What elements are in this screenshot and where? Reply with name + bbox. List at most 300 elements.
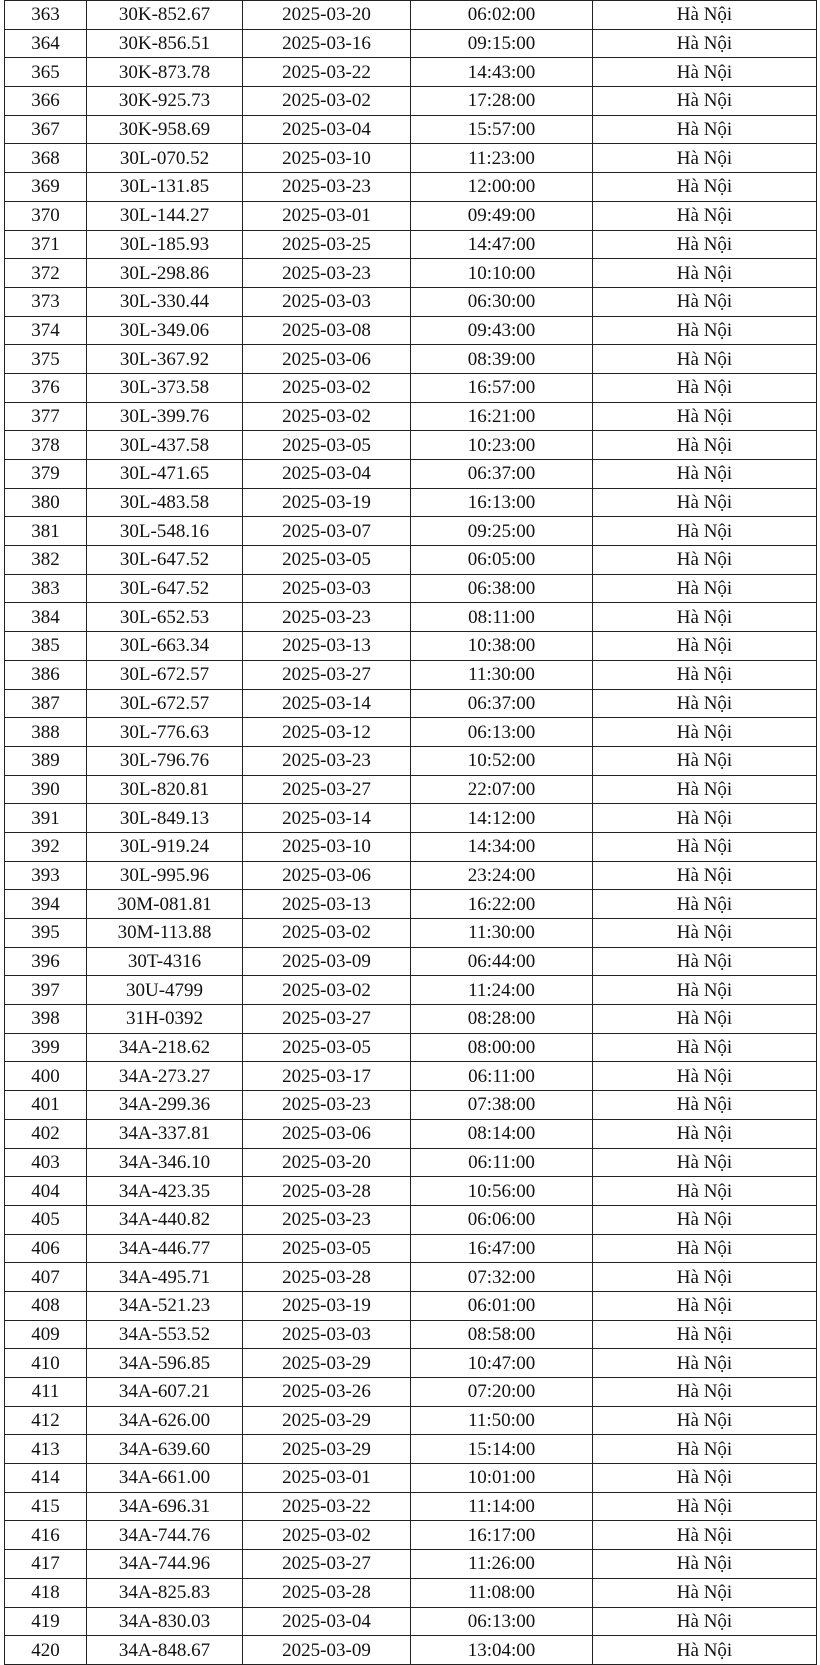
- location-cell: Hà Nội: [593, 460, 817, 489]
- location-cell: Hà Nội: [593, 890, 817, 919]
- date-cell: 2025-03-12: [243, 718, 411, 747]
- date-cell: 2025-03-28: [243, 1263, 411, 1292]
- time-cell: 15:14:00: [411, 1435, 593, 1464]
- location-cell: Hà Nội: [593, 1177, 817, 1206]
- plate-cell: 30K-852.67: [87, 1, 243, 30]
- row-number-cell: 400: [5, 1062, 87, 1091]
- date-cell: 2025-03-14: [243, 804, 411, 833]
- date-cell: 2025-03-02: [243, 976, 411, 1005]
- date-cell: 2025-03-07: [243, 517, 411, 546]
- row-number-cell: 409: [5, 1320, 87, 1349]
- plate-cell: 34A-830.03: [87, 1607, 243, 1636]
- plate-cell: 34A-273.27: [87, 1062, 243, 1091]
- row-number-cell: 398: [5, 1005, 87, 1034]
- row-number-cell: 390: [5, 775, 87, 804]
- row-number-cell: 413: [5, 1435, 87, 1464]
- plate-cell: 30L-131.85: [87, 173, 243, 202]
- plate-cell: 34A-744.76: [87, 1521, 243, 1550]
- plate-cell: 30L-820.81: [87, 775, 243, 804]
- date-cell: 2025-03-02: [243, 919, 411, 948]
- time-cell: 06:37:00: [411, 460, 593, 489]
- plate-cell: 30L-647.52: [87, 546, 243, 575]
- row-number-cell: 412: [5, 1406, 87, 1435]
- row-number-cell: 416: [5, 1521, 87, 1550]
- plate-cell: 30L-647.52: [87, 574, 243, 603]
- row-number-cell: 418: [5, 1578, 87, 1607]
- date-cell: 2025-03-05: [243, 546, 411, 575]
- row-number-cell: 403: [5, 1148, 87, 1177]
- plate-cell: 31H-0392: [87, 1005, 243, 1034]
- location-cell: Hà Nội: [593, 1263, 817, 1292]
- date-cell: 2025-03-17: [243, 1062, 411, 1091]
- plate-cell: 30L-070.52: [87, 144, 243, 173]
- row-number-cell: 384: [5, 603, 87, 632]
- table-row: [5, 1205, 817, 1234]
- plate-cell: 30K-873.78: [87, 58, 243, 87]
- time-cell: 06:11:00: [411, 1062, 593, 1091]
- location-cell: Hà Nội: [593, 115, 817, 144]
- plate-cell: 34A-825.83: [87, 1578, 243, 1607]
- time-cell: 14:47:00: [411, 230, 593, 259]
- table-row: [5, 1291, 817, 1320]
- date-cell: 2025-03-04: [243, 460, 411, 489]
- location-cell: Hà Nội: [593, 173, 817, 202]
- row-number-cell: 364: [5, 29, 87, 58]
- row-number-cell: 371: [5, 230, 87, 259]
- time-cell: 15:57:00: [411, 115, 593, 144]
- location-cell: Hà Nội: [593, 517, 817, 546]
- row-number-cell: 391: [5, 804, 87, 833]
- row-number-cell: 404: [5, 1177, 87, 1206]
- location-cell: Hà Nội: [593, 1033, 817, 1062]
- date-cell: 2025-03-13: [243, 632, 411, 661]
- time-cell: 11:30:00: [411, 919, 593, 948]
- time-cell: 11:30:00: [411, 660, 593, 689]
- plate-cell: 30L-185.93: [87, 230, 243, 259]
- plate-cell: 30L-437.58: [87, 431, 243, 460]
- table-row: [5, 373, 817, 402]
- plate-cell: 34A-696.31: [87, 1492, 243, 1521]
- plate-cell: 30K-925.73: [87, 87, 243, 116]
- date-cell: 2025-03-23: [243, 746, 411, 775]
- row-number-cell: 374: [5, 316, 87, 345]
- location-cell: Hà Nội: [593, 259, 817, 288]
- row-number-cell: 417: [5, 1550, 87, 1579]
- date-cell: 2025-03-06: [243, 861, 411, 890]
- row-number-cell: 406: [5, 1234, 87, 1263]
- location-cell: Hà Nội: [593, 832, 817, 861]
- plate-cell: 34A-423.35: [87, 1177, 243, 1206]
- date-cell: 2025-03-19: [243, 1291, 411, 1320]
- row-number-cell: 369: [5, 173, 87, 202]
- table-row: [5, 1378, 817, 1407]
- time-cell: 10:10:00: [411, 259, 593, 288]
- date-cell: 2025-03-23: [243, 1205, 411, 1234]
- date-cell: 2025-03-02: [243, 1521, 411, 1550]
- table-row: [5, 1607, 817, 1636]
- table-row: [5, 1148, 817, 1177]
- location-cell: Hà Nội: [593, 1291, 817, 1320]
- time-cell: 06:44:00: [411, 947, 593, 976]
- location-cell: Hà Nội: [593, 632, 817, 661]
- table-row: [5, 1492, 817, 1521]
- time-cell: 11:26:00: [411, 1550, 593, 1579]
- date-cell: 2025-03-22: [243, 1492, 411, 1521]
- date-cell: 2025-03-27: [243, 1550, 411, 1579]
- table-row: [5, 58, 817, 87]
- location-cell: Hà Nội: [593, 1406, 817, 1435]
- plate-cell: 30L-796.76: [87, 746, 243, 775]
- date-cell: 2025-03-23: [243, 603, 411, 632]
- table-row: [5, 1234, 817, 1263]
- location-cell: Hà Nội: [593, 861, 817, 890]
- location-cell: Hà Nội: [593, 1578, 817, 1607]
- time-cell: 09:49:00: [411, 201, 593, 230]
- time-cell: 17:28:00: [411, 87, 593, 116]
- date-cell: 2025-03-22: [243, 58, 411, 87]
- time-cell: 11:23:00: [411, 144, 593, 173]
- plate-cell: 34A-446.77: [87, 1234, 243, 1263]
- row-number-cell: 395: [5, 919, 87, 948]
- table-row: [5, 1636, 817, 1665]
- location-cell: Hà Nội: [593, 1492, 817, 1521]
- table-row: [5, 144, 817, 173]
- date-cell: 2025-03-02: [243, 87, 411, 116]
- table-row: [5, 832, 817, 861]
- table-row: [5, 1349, 817, 1378]
- plate-cell: 34A-299.36: [87, 1091, 243, 1120]
- table-row: [5, 1033, 817, 1062]
- row-number-cell: 376: [5, 373, 87, 402]
- date-cell: 2025-03-29: [243, 1406, 411, 1435]
- table-row: [5, 201, 817, 230]
- location-cell: Hà Nội: [593, 1091, 817, 1120]
- time-cell: 06:11:00: [411, 1148, 593, 1177]
- time-cell: 10:23:00: [411, 431, 593, 460]
- row-number-cell: 410: [5, 1349, 87, 1378]
- location-cell: Hà Nội: [593, 1005, 817, 1034]
- date-cell: 2025-03-14: [243, 689, 411, 718]
- location-cell: Hà Nội: [593, 947, 817, 976]
- table-row: [5, 87, 817, 116]
- location-cell: Hà Nội: [593, 230, 817, 259]
- time-cell: 14:12:00: [411, 804, 593, 833]
- location-cell: Hà Nội: [593, 919, 817, 948]
- plate-cell: 30M-113.88: [87, 919, 243, 948]
- time-cell: 11:24:00: [411, 976, 593, 1005]
- row-number-cell: 380: [5, 488, 87, 517]
- table-row: [5, 316, 817, 345]
- row-number-cell: 407: [5, 1263, 87, 1292]
- table-row: [5, 517, 817, 546]
- date-cell: 2025-03-01: [243, 201, 411, 230]
- table-row: [5, 431, 817, 460]
- time-cell: 23:24:00: [411, 861, 593, 890]
- plate-cell: 30L-919.24: [87, 832, 243, 861]
- row-number-cell: 414: [5, 1464, 87, 1493]
- table-row: [5, 1263, 817, 1292]
- location-cell: Hà Nội: [593, 1521, 817, 1550]
- time-cell: 10:56:00: [411, 1177, 593, 1206]
- time-cell: 13:04:00: [411, 1636, 593, 1665]
- table-row: [5, 1578, 817, 1607]
- table-row: [5, 1464, 817, 1493]
- date-cell: 2025-03-05: [243, 1234, 411, 1263]
- location-cell: Hà Nội: [593, 1320, 817, 1349]
- plate-cell: 30T-4316: [87, 947, 243, 976]
- date-cell: 2025-03-05: [243, 431, 411, 460]
- plate-cell: 30L-330.44: [87, 287, 243, 316]
- date-cell: 2025-03-25: [243, 230, 411, 259]
- plate-cell: 34A-495.71: [87, 1263, 243, 1292]
- location-cell: Hà Nội: [593, 1550, 817, 1579]
- row-number-cell: 370: [5, 201, 87, 230]
- time-cell: 08:00:00: [411, 1033, 593, 1062]
- date-cell: 2025-03-09: [243, 947, 411, 976]
- date-cell: 2025-03-28: [243, 1578, 411, 1607]
- location-cell: Hà Nội: [593, 1148, 817, 1177]
- time-cell: 07:20:00: [411, 1378, 593, 1407]
- date-cell: 2025-03-02: [243, 402, 411, 431]
- time-cell: 08:28:00: [411, 1005, 593, 1034]
- location-cell: Hà Nội: [593, 775, 817, 804]
- time-cell: 06:38:00: [411, 574, 593, 603]
- location-cell: Hà Nội: [593, 718, 817, 747]
- plate-cell: 30L-995.96: [87, 861, 243, 890]
- plate-cell: 30L-776.63: [87, 718, 243, 747]
- date-cell: 2025-03-06: [243, 345, 411, 374]
- date-cell: 2025-03-23: [243, 259, 411, 288]
- table-row: [5, 947, 817, 976]
- row-number-cell: 393: [5, 861, 87, 890]
- table-row: [5, 1177, 817, 1206]
- date-cell: 2025-03-29: [243, 1435, 411, 1464]
- plate-cell: 30L-349.06: [87, 316, 243, 345]
- plate-cell: 30K-856.51: [87, 29, 243, 58]
- date-cell: 2025-03-04: [243, 1607, 411, 1636]
- table-row: [5, 976, 817, 1005]
- row-number-cell: 385: [5, 632, 87, 661]
- date-cell: 2025-03-29: [243, 1349, 411, 1378]
- plate-cell: 30L-672.57: [87, 660, 243, 689]
- location-cell: Hà Nội: [593, 402, 817, 431]
- date-cell: 2025-03-26: [243, 1378, 411, 1407]
- time-cell: 06:13:00: [411, 718, 593, 747]
- plate-cell: 30L-367.92: [87, 345, 243, 374]
- row-number-cell: 363: [5, 1, 87, 30]
- location-cell: Hà Nội: [593, 1435, 817, 1464]
- table-row: [5, 861, 817, 890]
- location-cell: Hà Nội: [593, 373, 817, 402]
- table-row: [5, 488, 817, 517]
- table-row: [5, 173, 817, 202]
- date-cell: 2025-03-06: [243, 1119, 411, 1148]
- date-cell: 2025-03-27: [243, 1005, 411, 1034]
- row-number-cell: 408: [5, 1291, 87, 1320]
- plate-cell: 30K-958.69: [87, 115, 243, 144]
- table-row: [5, 890, 817, 919]
- time-cell: 16:22:00: [411, 890, 593, 919]
- date-cell: 2025-03-16: [243, 29, 411, 58]
- plate-cell: 34A-218.62: [87, 1033, 243, 1062]
- plate-cell: 30U-4799: [87, 976, 243, 1005]
- table-row: [5, 1, 817, 30]
- row-number-cell: 411: [5, 1378, 87, 1407]
- table-row: [5, 919, 817, 948]
- plate-cell: 30L-399.76: [87, 402, 243, 431]
- location-cell: Hà Nội: [593, 1636, 817, 1665]
- table-row: [5, 460, 817, 489]
- plate-cell: 30L-548.16: [87, 517, 243, 546]
- location-cell: Hà Nội: [593, 488, 817, 517]
- time-cell: 07:38:00: [411, 1091, 593, 1120]
- row-number-cell: 420: [5, 1636, 87, 1665]
- plate-cell: 34A-607.21: [87, 1378, 243, 1407]
- table-row: [5, 1005, 817, 1034]
- plate-cell: 30L-298.86: [87, 259, 243, 288]
- date-cell: 2025-03-27: [243, 775, 411, 804]
- plate-cell: 34A-848.67: [87, 1636, 243, 1665]
- table-row: [5, 402, 817, 431]
- time-cell: 09:15:00: [411, 29, 593, 58]
- location-cell: Hà Nội: [593, 1378, 817, 1407]
- date-cell: 2025-03-09: [243, 1636, 411, 1665]
- location-cell: Hà Nội: [593, 287, 817, 316]
- time-cell: 06:01:00: [411, 1291, 593, 1320]
- location-cell: Hà Nội: [593, 1205, 817, 1234]
- time-cell: 08:39:00: [411, 345, 593, 374]
- row-number-cell: 397: [5, 976, 87, 1005]
- row-number-cell: 377: [5, 402, 87, 431]
- location-cell: Hà Nội: [593, 574, 817, 603]
- row-number-cell: 402: [5, 1119, 87, 1148]
- row-number-cell: 415: [5, 1492, 87, 1521]
- table-row: [5, 660, 817, 689]
- plate-cell: 30L-144.27: [87, 201, 243, 230]
- date-cell: 2025-03-02: [243, 373, 411, 402]
- date-cell: 2025-03-03: [243, 287, 411, 316]
- location-cell: Hà Nội: [593, 345, 817, 374]
- plate-cell: 30L-483.58: [87, 488, 243, 517]
- table-row: [5, 746, 817, 775]
- table-row: [5, 115, 817, 144]
- date-cell: 2025-03-03: [243, 574, 411, 603]
- table-row: [5, 287, 817, 316]
- time-cell: 16:21:00: [411, 402, 593, 431]
- plate-cell: 34A-661.00: [87, 1464, 243, 1493]
- plate-cell: 34A-346.10: [87, 1148, 243, 1177]
- time-cell: 08:58:00: [411, 1320, 593, 1349]
- location-cell: Hà Nội: [593, 29, 817, 58]
- plate-cell: 34A-639.60: [87, 1435, 243, 1464]
- time-cell: 06:30:00: [411, 287, 593, 316]
- time-cell: 06:37:00: [411, 689, 593, 718]
- location-cell: Hà Nội: [593, 603, 817, 632]
- time-cell: 11:14:00: [411, 1492, 593, 1521]
- row-number-cell: 381: [5, 517, 87, 546]
- time-cell: 06:02:00: [411, 1, 593, 30]
- location-cell: Hà Nội: [593, 1119, 817, 1148]
- date-cell: 2025-03-27: [243, 660, 411, 689]
- plate-cell: 30L-672.57: [87, 689, 243, 718]
- time-cell: 08:11:00: [411, 603, 593, 632]
- row-number-cell: 372: [5, 259, 87, 288]
- location-cell: Hà Nội: [593, 660, 817, 689]
- date-cell: 2025-03-20: [243, 1148, 411, 1177]
- table-row: [5, 574, 817, 603]
- table-row: [5, 1320, 817, 1349]
- row-number-cell: 386: [5, 660, 87, 689]
- date-cell: 2025-03-05: [243, 1033, 411, 1062]
- plate-cell: 30M-081.81: [87, 890, 243, 919]
- time-cell: 09:25:00: [411, 517, 593, 546]
- time-cell: 10:52:00: [411, 746, 593, 775]
- location-cell: Hà Nội: [593, 431, 817, 460]
- time-cell: 06:05:00: [411, 546, 593, 575]
- table-row: [5, 259, 817, 288]
- time-cell: 16:57:00: [411, 373, 593, 402]
- location-cell: Hà Nội: [593, 976, 817, 1005]
- table-row: [5, 1550, 817, 1579]
- time-cell: 14:43:00: [411, 58, 593, 87]
- row-number-cell: 378: [5, 431, 87, 460]
- row-number-cell: 367: [5, 115, 87, 144]
- row-number-cell: 366: [5, 87, 87, 116]
- location-cell: Hà Nội: [593, 1, 817, 30]
- time-cell: 16:13:00: [411, 488, 593, 517]
- row-number-cell: 392: [5, 832, 87, 861]
- plate-cell: 30L-373.58: [87, 373, 243, 402]
- location-cell: Hà Nội: [593, 546, 817, 575]
- table-row: [5, 345, 817, 374]
- plate-cell: 30L-652.53: [87, 603, 243, 632]
- date-cell: 2025-03-19: [243, 488, 411, 517]
- date-cell: 2025-03-10: [243, 144, 411, 173]
- time-cell: 07:32:00: [411, 1263, 593, 1292]
- plate-cell: 34A-596.85: [87, 1349, 243, 1378]
- time-cell: 11:08:00: [411, 1578, 593, 1607]
- violation-table: [4, 0, 817, 1665]
- table-row: [5, 1435, 817, 1464]
- location-cell: Hà Nội: [593, 1349, 817, 1378]
- date-cell: 2025-03-01: [243, 1464, 411, 1493]
- plate-cell: 34A-553.52: [87, 1320, 243, 1349]
- location-cell: Hà Nội: [593, 144, 817, 173]
- location-cell: Hà Nội: [593, 1062, 817, 1091]
- row-number-cell: 405: [5, 1205, 87, 1234]
- plate-cell: 34A-744.96: [87, 1550, 243, 1579]
- plate-cell: 30L-471.65: [87, 460, 243, 489]
- table-row: [5, 603, 817, 632]
- time-cell: 08:14:00: [411, 1119, 593, 1148]
- time-cell: 09:43:00: [411, 316, 593, 345]
- location-cell: Hà Nội: [593, 689, 817, 718]
- location-cell: Hà Nội: [593, 1464, 817, 1493]
- plate-cell: 34A-626.00: [87, 1406, 243, 1435]
- time-cell: 10:38:00: [411, 632, 593, 661]
- table-row: [5, 29, 817, 58]
- violation-table-body: [5, 1, 817, 1665]
- date-cell: 2025-03-04: [243, 115, 411, 144]
- plate-cell: 34A-440.82: [87, 1205, 243, 1234]
- table-row: [5, 546, 817, 575]
- time-cell: 06:13:00: [411, 1607, 593, 1636]
- row-number-cell: 399: [5, 1033, 87, 1062]
- row-number-cell: 396: [5, 947, 87, 976]
- plate-cell: 30L-663.34: [87, 632, 243, 661]
- row-number-cell: 365: [5, 58, 87, 87]
- table-row: [5, 775, 817, 804]
